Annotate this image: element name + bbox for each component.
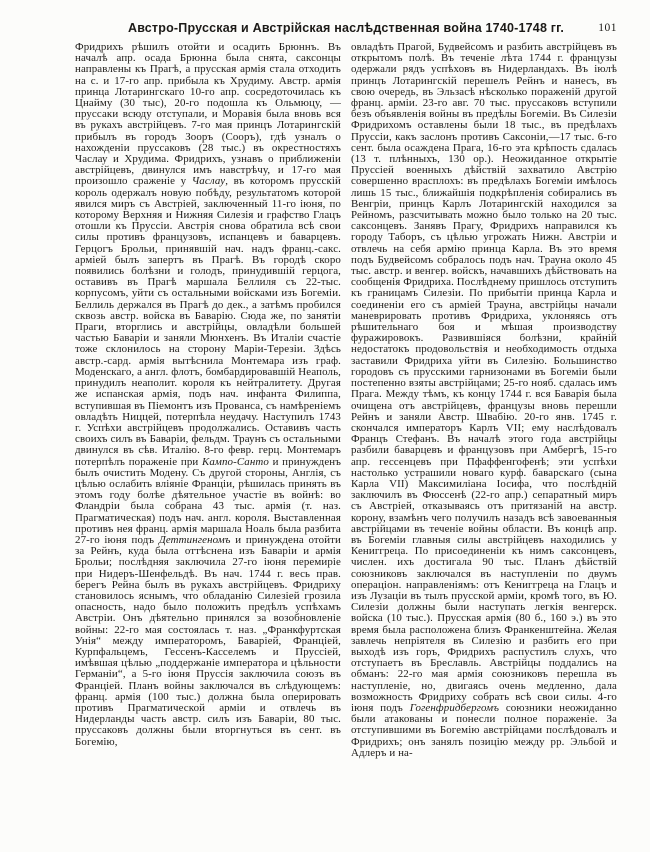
page-number: 101 [598,22,617,34]
left-column-text: Фридрихъ рѣшилъ отойти и осадить Брюннъ. Въ началѣ апр. осада Брюнна была снята, саксонцы направлены къ Прагѣ, а прусская армія стала отходить на с. и 17-го апр. прибыла къ Хрудиму. Австр. армія принца Лотарингскаго 10-го апр. сосредоточилась къ Цнайму (30 тыс), 20-го подошла къ Ольмюцу, — пруссаки всюду отступали, и Моравія была вновь вся въ рукахъ австрійцевъ. 7-го мая принцъ Лотарингскій прибылъ въ городъ Зооръ (Сооръ), гдѣ узналъ о нахожденіи пруссаковъ (28 тыс.) въ окрестностяхъ Часлау и Хрудима. Фридрихъ, узнавъ о приближеніи австрійцевъ, двинулся имъ навстрѣчу, и 17-го мая произошло сраженіе у Часлау, въ которомъ прусскій король одержалъ новую побѣду, результатомъ которой явился миръ съ Австріей, заключенный 11-го іюня, по которому Верхняя и Нижняя Силезія и графство Глацъ отошли къ Пруссіи. Австрія снова обратила всѣ свои силы противъ французовъ, испанцевъ и баварцевъ. Герцогъ Брольи, принявшій нач. надъ франц.-сакс. арміей былъ запертъ въ Прагѣ. Въ городѣ скоро появились болѣзни и голодъ, принудившій герцога, оставивъ въ Прагѣ маршала Беллиля съ 22-тыс. корпусомъ, уйти съ остальными войсками изъ Богеміи. Беллиль держался въ Прагѣ до дек., а затѣмъ пробился сквозь австр. войска въ Баварію. Сюда же, по занятіи Праги, вторглись и австрійцы, овладѣли большей частью Баваріи и заняли Мюнхенъ. Въ Италіи счастіе тоже склонилось на сторону Маріи-Терезіи. Здѣсь австр.-сард. армія вытѣснила Монтемара изъ граф. Моденскаго, а англ. флотъ, бомбардировавшій Неаполь, принудилъ неаполит. короля къ нейтралитету. Другая же испанская армія, подъ нач. инфанта Филиппа, вступившая въ Піемонтъ изъ Прованса, съ намѣреніемъ овладѣть Ниццей, потерпѣла неудачу. Наступилъ 1743 г. Успѣхи австрійцевъ продолжались. Оставивъ часть своихъ силъ въ Баваріи, фельдм. Траунъ съ остальными двинулся въ сѣв. Италію. 8-го февр. герц. Монтемаръ потерпѣлъ пораженіе при Кампо-Санто и принужденъ былъ очистить Модену. Съ другой стороны, Англія, съ цѣлью ослабить вліяніе Франціи, рѣшилась принять въ этомъ году болѣе дѣятельное участіе въ войнѣ: во Фландріи была собрана 43 тыс. армія (т. наз. Прагматическая) подъ нач. англ. короля. Выставленная противъ нея франц. армія маршала Ноаль была разбита 27-го іюня подъ Деттингеномъ и принуждена отойти за Рейнъ, куда была оттѣснена изъ Баваріи и армія Брольи; послѣдняя заключила 27-го іюня перемиріе при Нидеръ-Шенфельдѣ. Въ нач. 1744 г. весь прав. берегъ Рейна былъ въ рукахъ австрійцевъ. Фридриху становилось яснымъ, что обладанію Силезіей грозила опасность, надо было положить предѣлъ успѣхамъ Австріи. Онъ дѣятельно принялся за возобновленіе войны: 22-го мая состоялась т. наз. „Франкфуртская Унія“ между императоромъ, Баваріей, Франціей, Курпфальцемъ, Гессенъ-Касселемъ и Пруссіей, имѣвшая цѣлью „поддержаніе императора и цѣльности Германіи“, а 5-го іюня Пруссія заключила союзъ въ Франціей. Планъ войны заключался въ слѣдующемъ: франц. армія (100 тыс.) должна была оперировать противъ Прагматической арміи и отвлечь въ Нидерланды часть австр. силъ изъ Баваріи, 80 тыс. пруссаковъ должны были вторгнуться въ сент. въ Богемію, [75,42,341,748]
running-head [75,21,617,37]
text-columns [75,42,617,844]
page-title: Австро-Прусская и Австрійская наслѣдственная война 1740-1748 гг. [127,21,565,35]
right-column-text: овладѣть Прагой, Будвейсомъ и разбить австрійцевъ въ открытомъ полѣ. Въ теченіе лѣта 1744 г. французы одержали рядъ успѣховъ въ Нидерландахъ. Въ іюлѣ принцъ Лотарингскій перешелъ Рейнъ и нанесъ, въ свою очередь, въ Эльзасѣ нѣсколько пораженій другой франц. арміи. 23-го авг. 70 тыс. пруссаковъ вступили безъ объявленія войны въ предѣлы Богеміи. Въ Силезіи Фридрихомъ оставлены были 18 тыс., въ предѣлахъ Пруссіи, какъ заслонъ противъ Саксоніи,—17 тыс. 6-го сент. была осаждена Прага, 16-го эта крѣпость сдалась (13 т. плѣнныхъ, 130 ор.). Неожиданное открытіе Пруссіей военныхъ дѣйствій захватило Австрію совершенно врасплохъ: въ предѣлахъ Богеміи имѣлось лишь 15 тыс., ближайшія подкрѣпленія собирались въ Венгріи, принцъ Карлъ Лотарингскій находился за Рейномъ, разсчитывать можно было только на 20 тыс. саксонцевъ. Занявъ Прагу, Фридрихъ направился къ городу Таборъ, съ цѣлью угрожать Нижн. Австріи и отвлечь на себя армію принца Карла. Въ это время подъ Будвейсомъ собралось подъ нач. Трауна около 45 тыс. австр. и венгер. войскъ, начавшихъ дѣйствовать на сообщенія Фридриха. Послѣднему пришлось отступить къ границамъ Силезіи. По прибытіи принца Карла и соединеніи его съ арміей Трауна, австрійцы начали маневрировать противъ Фридриха, уклоняясь отъ рѣшительнаго боя и мѣшая производству фуражировокъ. Развившіяся болѣзни, крайній недостатокъ продовольствія и необходимость отдыха заставили Фридриха уйти въ Силезію. Большинство городовъ съ прусскими гарнизонами въ Богеміи были постепенно взяты австрійцами; 25-го нояб. сдалась имъ Прага. Между тѣмъ, къ концу 1744 г. вся Баварія была очищена отъ австрійцевъ, французы вновь перешли Рейнъ и заняли Австр. Швабію. 20-го янв. 1745 г. скончался императоръ Карлъ VII; ему наслѣдовалъ Францъ Стефанъ. Въ началѣ этого года австрійцы разбили баварцевъ и французовъ при Амбергѣ, 15-го апр. гессенцевъ при Пфаффенгофенѣ; эти успѣхи настолько устрашили новаго курф. баварскаго (сына Карла VII) Максимиліана Іосифа, что послѣдній заключилъ въ Фюссенѣ (22-го апр.) сепаратный миръ съ Австріей, отказываясь отъ притязаній на австр. корону, взамѣнъ чего получилъ назадъ всѣ завоеванныя австрійцами въ теченіе войны области. Въ концѣ апр. въ Богеміи главныя силы австрійцевъ находились у Кениггреца. По присоединеніи къ нимъ саксонцевъ, числен. ихъ достигала 90 тыс. Планъ дѣйствій союзниковъ заключался въ наступленіи по двумъ операціон. направленіямъ: отъ Кениггреца на Глацъ и изъ Лузаціи въ тылъ прусской арміи, кромѣ того, въ Ю. Силезіи должны были наступать легкія венгерск. войска (10 тыс.). Прусская армія (80 б., 160 э.) въ это время была расположена близъ Франкенштейна. Желая завлечь непріятеля въ Силезію и разбить его при выходѣ изъ горъ, Фридрихъ распустилъ слухъ, что отступаетъ въ Бреславль. Австрійцы поддались на обманъ: 22-го мая армія союзниковъ перешла въ наступленіе, но, двигаясь очень медленно, дала возможность Фридриху собрать всѣ свои силы. 4-го іюня подъ Гогенфридбергомъ союзники неожиданно были атакованы и понесли полное пораженіе. За отступившими въ Богемію австрійцами послѣдовалъ и Фридрихъ; онъ занялъ позицію между рр. Эльбой и Адлеръ и на- [351,42,617,759]
